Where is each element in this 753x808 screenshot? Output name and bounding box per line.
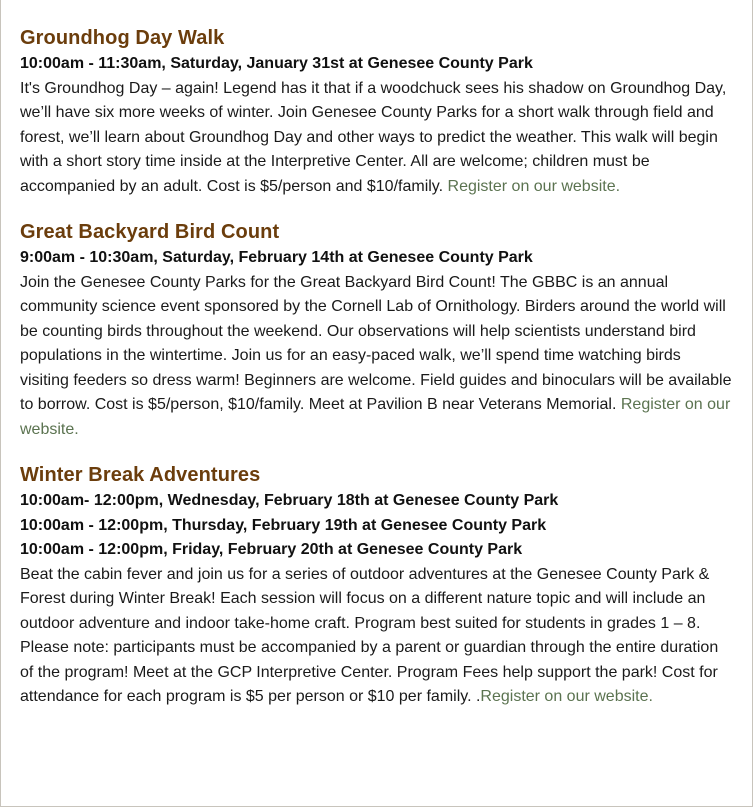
event-great-backyard-bird-count xyxy=(20,218,732,442)
register-link[interactable]: Register on our website. xyxy=(20,396,731,438)
event-time: 10:00am - 12:00pm, Thursday, February 19th at Genesee County Park xyxy=(20,516,547,534)
event-description xyxy=(20,77,732,200)
event-groundhog-day-walk xyxy=(20,24,732,199)
event-description xyxy=(20,271,732,443)
events-list xyxy=(20,24,732,729)
register-link[interactable]: Register on our website. xyxy=(447,177,621,195)
event-time: 10:00am - 12:00pm, Friday, February 20th at Genesee County Park xyxy=(20,541,523,558)
register-link[interactable]: Register on our website. xyxy=(480,688,653,705)
event-description-text: It's Groundhog Day – again! Legend has it that if a woodchuck sees his shadow on Groundhog Day, we’ll have six more weeks of winter. Join Genesee County Parks for a short walk through field and forest, we’ll learn about Groundhog Day and other ways to predict the weather. This walk will begin with a short story time inside at the Interpretive Center. All are welcome; children must be accompanied by an adult. Cost is $5/person and $10/family. xyxy=(20,79,727,195)
event-description-text: Beat the cabin fever and join us for a series of outdoor adventures at the Genesee County Park & Forest during Winter Break! Each session will focus on a different nature topic and will include an outdoor adventure and indoor take-home craft. Program best suited for students in grades 1 – 8. Please note: participants must be accompanied by a parent or guardian through the entire duration of the program! Meet at the GCP Interpretive Center. Program Fees help support the park! Cost for attendance for each program is $5 per person or $10 per family. . xyxy=(20,565,719,705)
event-description xyxy=(20,563,732,710)
event-time: 10:00am- 12:00pm, Wednesday, February 18th at Genesee County Park xyxy=(20,492,559,509)
event-title: Groundhog Day Walk xyxy=(20,27,225,49)
event-time: 9:00am - 10:30am, Saturday, February 14th at Genesee County Park xyxy=(20,249,533,266)
event-title: Great Backyard Bird Count xyxy=(20,221,280,243)
event-description-text: Join the Genesee County Parks for the Great Backyard Bird Count! The GBBC is an annual community science event sponsored by the Cornell Lab of Ornithology. Birders around the world will be counting birds throughout the weekend. Our observations will help scientists understand bird populations in the wintertime. Join us for an easy-paced walk, we’ll spend time watching birds visiting feeders so dress warm! Beginners are welcome. Field guides and binoculars will be available to borrow. Cost is $5/person, $10/family. Meet at Pavilion B near Veterans Memorial. xyxy=(20,273,732,413)
event-winter-break-adventures xyxy=(20,461,732,710)
event-time: 10:00am - 11:30am, Saturday, January 31st at Genesee County Park xyxy=(20,55,533,72)
event-title: Winter Break Adventures xyxy=(20,464,261,486)
